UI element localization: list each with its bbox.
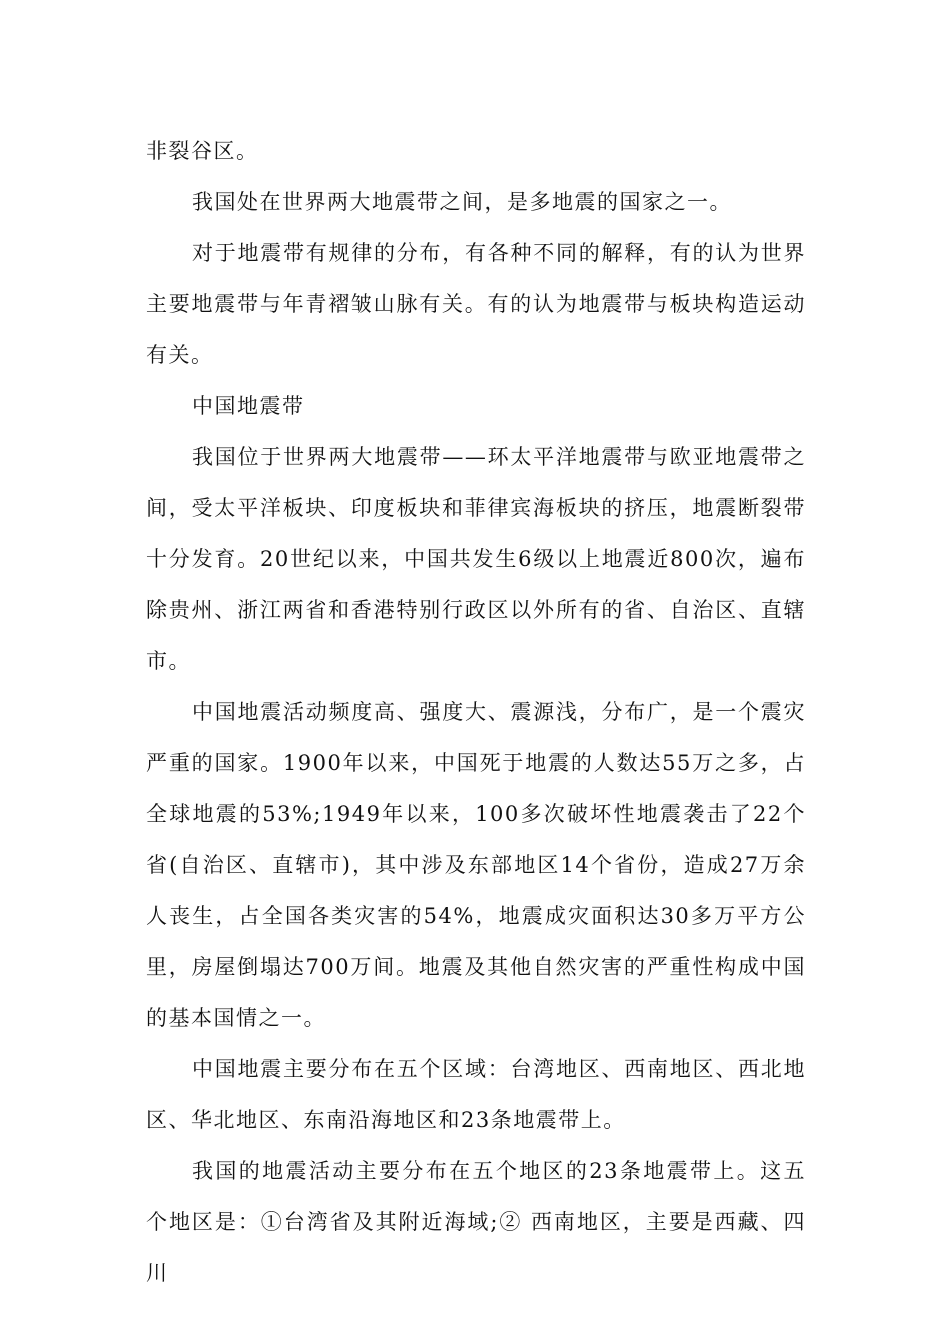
paragraph: 我国的地震活动主要分布在五个地区的23条地震带上。这五个地区是：①台湾省及其附近海域;② 西南地区，主要是西藏、四川 [146, 1159, 806, 1285]
paragraph: 中国地震活动频度高、强度大、震源浅，分布广，是一个震灾严重的国家。1900年以来，中国死于地震的人数达55万之多，占全球地震的53%;1949年以来，100多次破坏性地震袭击了22个省(自治区、直辖市)，其中涉及东部地区14个省份，造成27万余人丧生，占全国各类灾害的54%，地震成灾面积达30多万平方公里，房屋倒塌达700万间。地震及其他自然灾害的严重性构成中国的基本国情之一。 [146, 700, 806, 1030]
paragraph: 中国地震主要分布在五个区域：台湾地区、西南地区、西北地区、华北地区、东南沿海地区和23条地震带上。 [146, 1057, 806, 1132]
paragraph: 对于地震带有规律的分布，有各种不同的解释，有的认为世界主要地震带与年青褶皱山脉有关。有的认为地震带与板块构造运动有关。 [146, 241, 806, 367]
paragraph: 我国处在世界两大地震带之间，是多地震的国家之一。 [192, 190, 732, 214]
paragraph-continuation: 非裂谷区。 [146, 139, 259, 163]
document-body [146, 126, 806, 1299]
paragraph: 我国位于世界两大地震带——环太平洋地震带与欧亚地震带之间，受太平洋板块、印度板块和菲律宾海板块的挤压，地震断裂带十分发育。20世纪以来，中国共发生6级以上地震近800次，遍布除贵州、浙江两省和香港特别行政区以外所有的省、自治区、直辖市。 [146, 445, 806, 673]
section-heading: 中国地震带 [192, 394, 305, 418]
